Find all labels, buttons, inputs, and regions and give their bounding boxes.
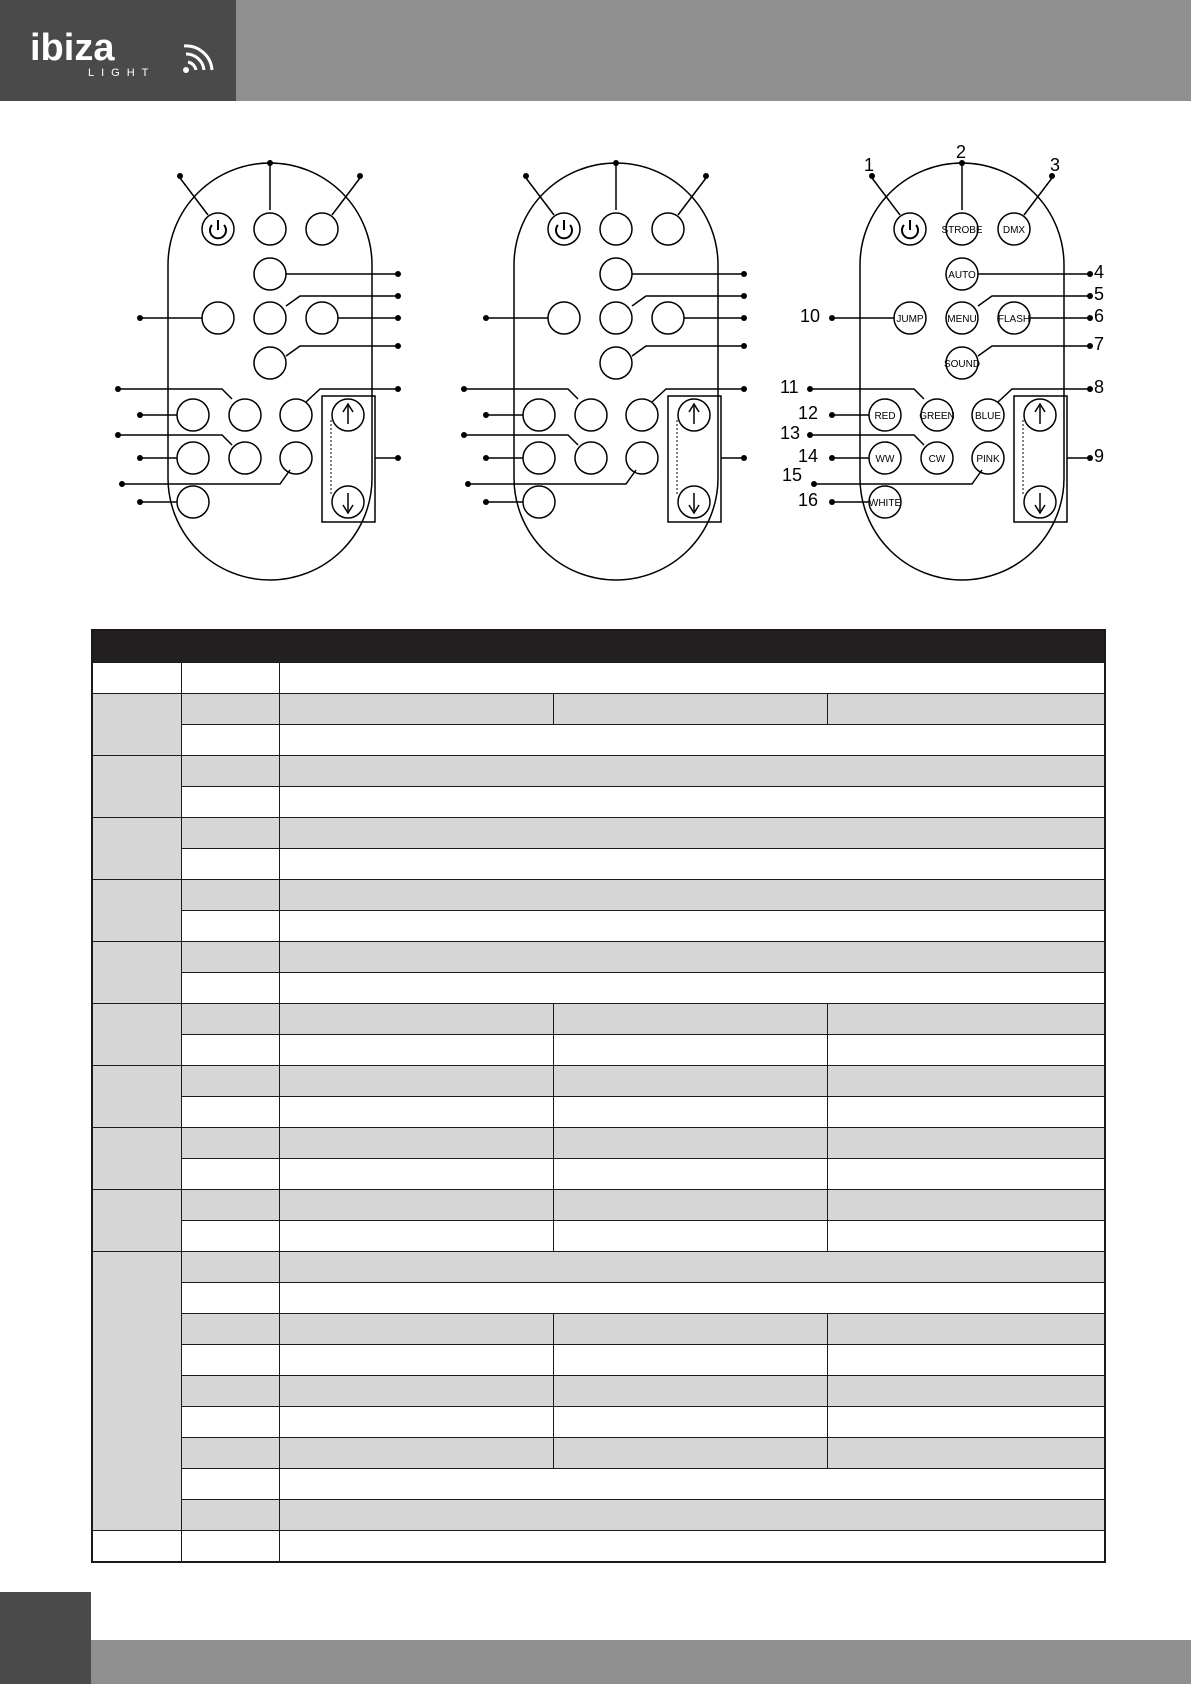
remote-1 <box>118 163 398 580</box>
table-group <box>93 941 1104 1003</box>
table-row <box>182 879 1104 910</box>
header-logo-panel <box>0 0 236 101</box>
auto-label: AUTO <box>948 270 976 281</box>
table-row <box>182 848 1104 879</box>
sound-label: SOUND <box>943 359 981 370</box>
callout-9: 9 <box>1094 446 1105 466</box>
table-row <box>182 1189 1104 1220</box>
table-group <box>93 1065 1104 1127</box>
table-row <box>182 1499 1104 1530</box>
ww-label: WW <box>875 454 895 465</box>
table-row <box>182 1003 1104 1034</box>
logo-sub: LIGHT <box>88 67 156 79</box>
callout-14: 14 <box>798 446 819 466</box>
pink-label: PINK <box>976 454 1000 465</box>
callout-6: 6 <box>1094 306 1105 326</box>
table-row <box>182 786 1104 817</box>
callout-4: 4 <box>1094 262 1105 282</box>
dmx-label: DMX <box>1002 225 1026 236</box>
table-row <box>182 1158 1104 1189</box>
callout-12: 12 <box>798 403 819 423</box>
callout-5: 5 <box>1094 284 1105 304</box>
table-row <box>182 755 1104 786</box>
remote-1-dots <box>115 160 401 505</box>
table-group <box>93 1127 1104 1189</box>
table-row <box>182 1437 1104 1468</box>
table-row <box>182 1065 1104 1096</box>
table-row <box>182 724 1104 755</box>
table-row <box>182 1096 1104 1127</box>
function-table <box>91 629 1106 1563</box>
callout-16: 16 <box>798 490 819 510</box>
table-row <box>182 910 1104 941</box>
table-row <box>93 662 1104 693</box>
callout-10: 10 <box>800 306 821 326</box>
table-row <box>182 1468 1104 1499</box>
table-row <box>182 1344 1104 1375</box>
table-header <box>93 631 1104 662</box>
callout-3: 3 <box>1050 155 1061 175</box>
strobe-label: STROBE <box>941 225 983 236</box>
ibiza-light-logo <box>20 20 220 82</box>
remote-2-dots <box>461 160 747 505</box>
table-row <box>182 1127 1104 1158</box>
table-row <box>182 941 1104 972</box>
table-row <box>182 1406 1104 1437</box>
cw-label: CW <box>928 454 946 465</box>
callout-1: 1 <box>864 155 875 175</box>
table-row <box>182 1313 1104 1344</box>
table-row <box>182 1034 1104 1065</box>
menu-label: MENU <box>947 314 977 325</box>
callout-8: 8 <box>1094 377 1105 397</box>
callout-13: 13 <box>780 423 801 443</box>
table-row <box>182 1282 1104 1313</box>
header-bar <box>236 0 1191 101</box>
table-row <box>93 1530 1104 1561</box>
footer-bar <box>91 1640 1191 1684</box>
callout-15: 15 <box>782 465 803 485</box>
table-row <box>182 693 1104 724</box>
remote-3-dots <box>807 160 1093 505</box>
table-row <box>182 1220 1104 1251</box>
table-group <box>93 755 1104 817</box>
table-row <box>182 972 1104 1003</box>
white-label: WHITE <box>868 498 902 509</box>
table-row <box>182 1375 1104 1406</box>
callout-11: 11 <box>780 377 799 397</box>
table-group <box>93 879 1104 941</box>
blue-label: BLUE <box>974 411 1002 422</box>
table-group <box>93 693 1104 755</box>
flash-label: FLASH <box>997 314 1031 325</box>
table-group <box>93 1189 1104 1251</box>
callout-7: 7 <box>1094 334 1105 354</box>
remote-diagrams <box>0 130 1191 600</box>
footer-page-tab <box>0 1592 91 1684</box>
table-group <box>93 817 1104 879</box>
remote-3-button-labels <box>869 225 1030 509</box>
callout-2: 2 <box>956 142 967 162</box>
green-label: GREEN <box>919 411 955 422</box>
table-group <box>93 1251 1104 1530</box>
table-row <box>182 1251 1104 1282</box>
table-group <box>93 1003 1104 1065</box>
remote-2 <box>464 163 744 580</box>
red-label: RED <box>874 411 896 422</box>
logo-text: ibiza <box>30 27 115 69</box>
table-row <box>182 817 1104 848</box>
jump-label: JUMP <box>896 314 924 325</box>
